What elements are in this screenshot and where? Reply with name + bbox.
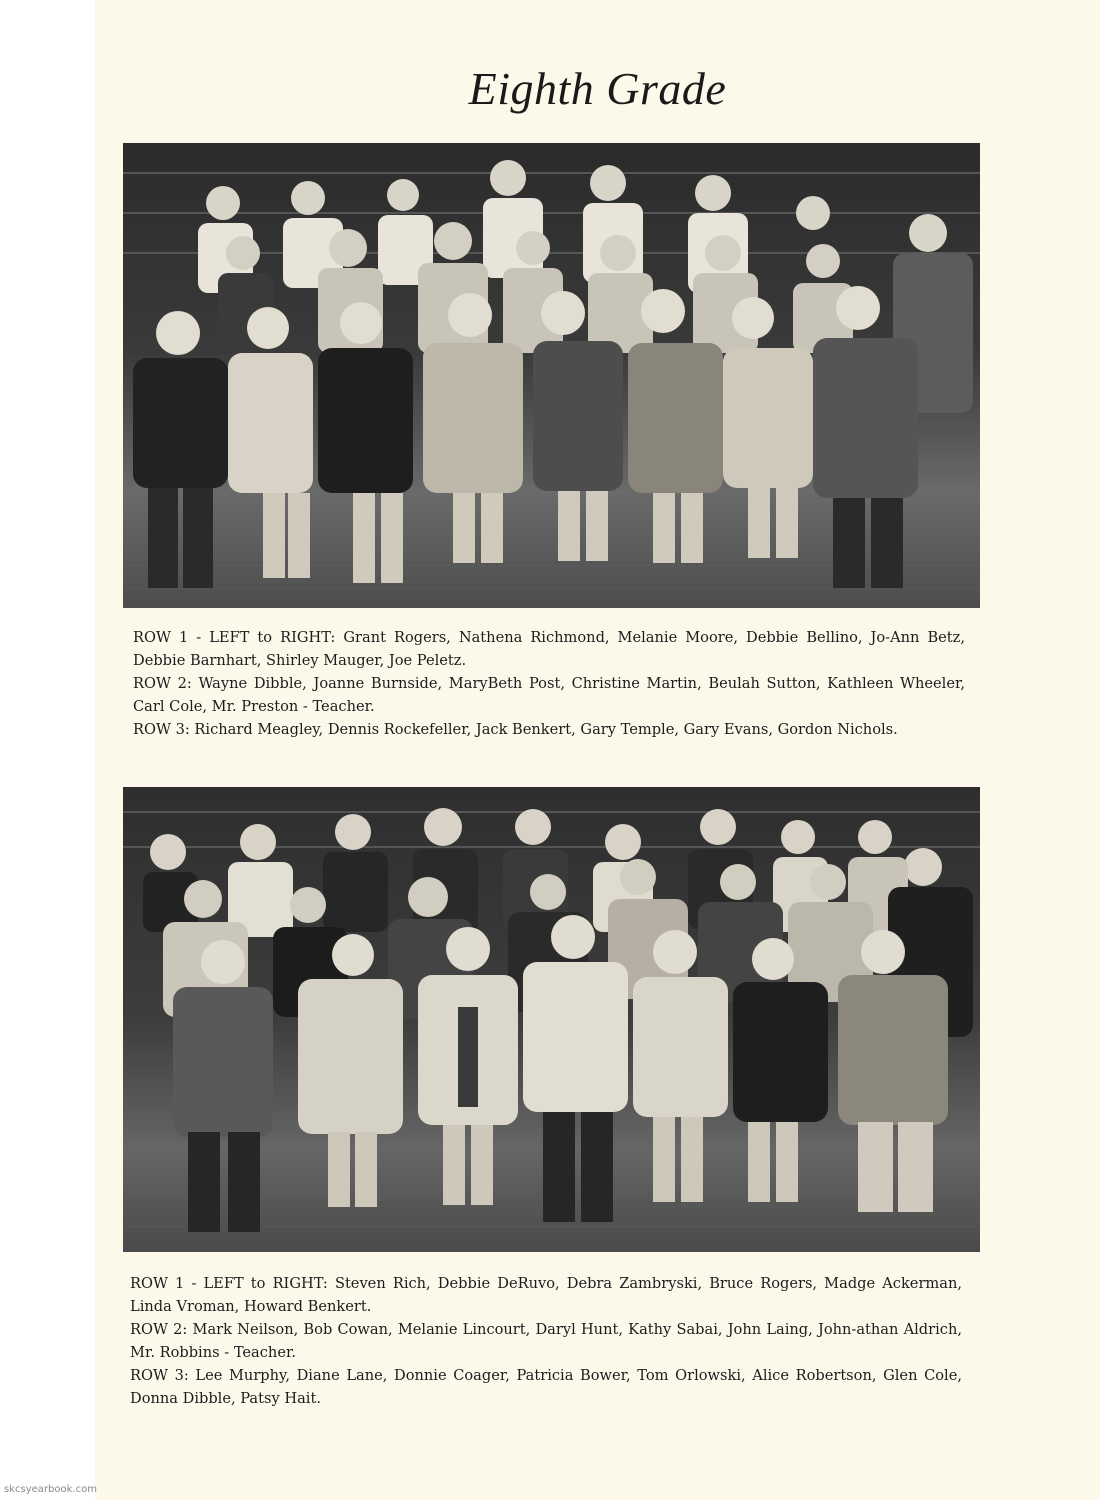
caption-bottom-row-1: ROW 1 - LEFT to RIGHT: Steven Rich, Debbie DeRuvo, Debra Zambryski, Bruce Rogers, Madge Ackerman, Linda Vroman, Howard Benkert. bbox=[130, 1275, 962, 1315]
caption-top bbox=[133, 626, 965, 741]
caption-bottom-row-2: ROW 2: Mark Neilson, Bob Cowan, Melanie Lincourt, Daryl Hunt, Kathy Sabai, John Laing, John-athan Aldrich, Mr. Robbins - Teacher. bbox=[130, 1321, 962, 1361]
page-title: Eighth Grade bbox=[468, 63, 727, 114]
photo-top-art bbox=[123, 143, 980, 608]
caption-top-row-3: ROW 3: Richard Meagley, Dennis Rockefeller, Jack Benkert, Gary Temple, Gary Evans, Gordon Nichols. bbox=[133, 721, 898, 738]
caption-top-row-1: ROW 1 - LEFT to RIGHT: Grant Rogers, Nathena Richmond, Melanie Moore, Debbie Bellino, Jo-Ann Betz, Debbie Barnhart, Shirley Mauger, Joe Peletz. bbox=[133, 629, 965, 669]
caption-top-row-2: ROW 2: Wayne Dibble, Joanne Burnside, MaryBeth Post, Christine Martin, Beulah Sutton, Kathleen Wheeler, Carl Cole, Mr. Preston - Teacher. bbox=[133, 675, 965, 715]
yearbook-page bbox=[95, 0, 1100, 1500]
caption-bottom bbox=[130, 1272, 962, 1410]
site-watermark: skcsyearbook.com bbox=[4, 1484, 97, 1495]
tie-shape bbox=[458, 1007, 478, 1107]
class-photo-top bbox=[123, 143, 980, 608]
caption-bottom-row-3: ROW 3: Lee Murphy, Diane Lane, Donnie Coager, Patricia Bower, Tom Orlowski, Alice Robertson, Glen Cole, Donna Dibble, Patsy Hait. bbox=[130, 1367, 962, 1407]
class-photo-bottom bbox=[123, 787, 980, 1252]
photo-bottom-art bbox=[123, 787, 980, 1252]
